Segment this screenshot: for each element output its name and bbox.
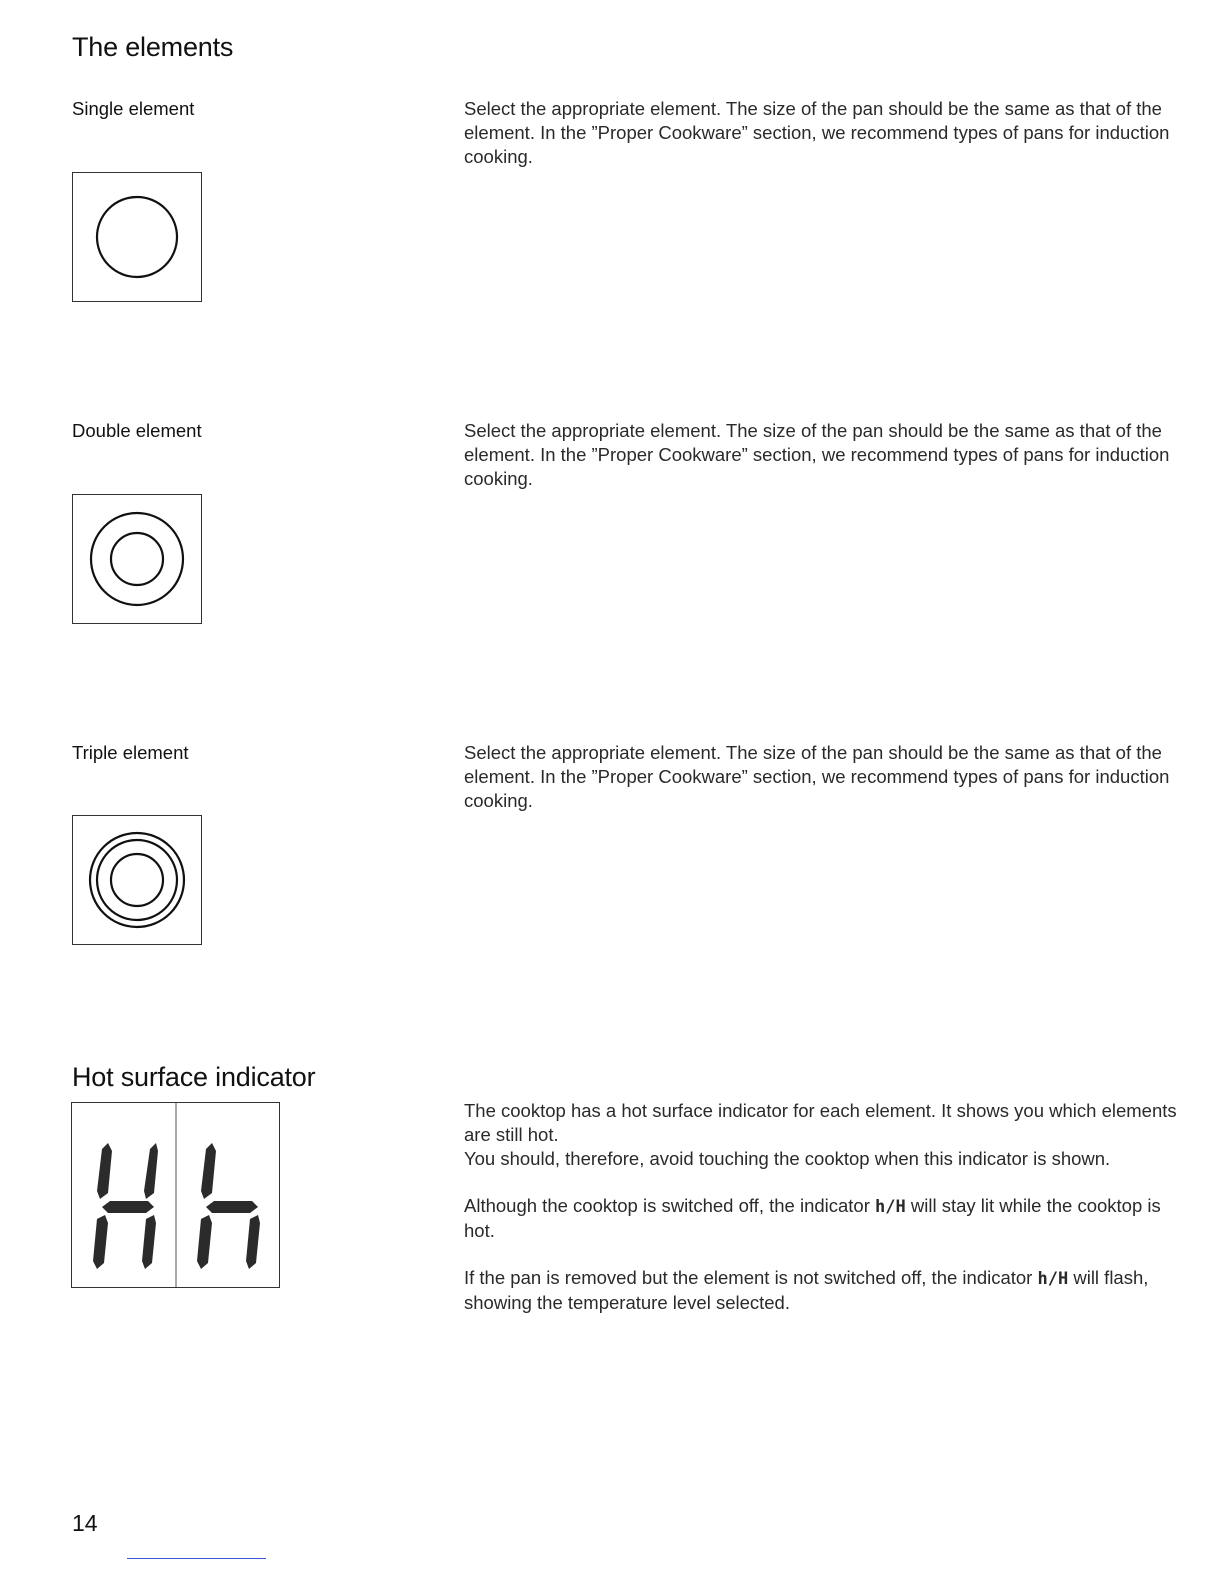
hot-surface-para3	[464, 1266, 1184, 1315]
indicator-symbol: h/H	[1037, 1269, 1069, 1289]
triple-element-description	[464, 741, 1184, 813]
capital-h-segment-icon	[93, 1143, 158, 1269]
hot-surface-para1-line2: You should, therefore, avoid touching the cooktop when this indicator is shown.	[464, 1148, 1111, 1169]
hot-surface-description	[464, 1099, 1184, 1315]
indicator-symbol: h/H	[875, 1197, 906, 1217]
single-element-text: Select the appropriate element. The size of the pan should be the same as that of the element. In the ”Proper Cookware” section, we recommend types of pans for induction cooking.	[464, 98, 1170, 167]
double-ring-icon	[72, 494, 202, 624]
footer-divider	[127, 1558, 266, 1559]
double-element-label: Double element	[72, 420, 202, 441]
hot-surface-title: Hot surface indicator	[72, 1062, 316, 1092]
triple-element-text: Select the appropriate element. The size of the pan should be the same as that of the element. In the ”Proper Cookware” section, we recommend types of pans for induction cooking.	[464, 742, 1170, 811]
hot-surface-para2	[464, 1194, 1184, 1243]
hot-surface-para1-line1: The cooktop has a hot surface indicator for each element. It shows you which elements are still hot.	[464, 1100, 1177, 1145]
lowercase-h-segment-icon	[197, 1143, 260, 1269]
page-title: The elements	[72, 32, 234, 62]
para2-text-before: Although the cooktop is switched off, the indicator	[464, 1195, 876, 1216]
triple-element-label: Triple element	[72, 742, 189, 763]
para2-text-after: will stay lit while the cooktop is hot.	[464, 1195, 1161, 1241]
para3-text-after: will flash, showing the temperature level selected.	[464, 1267, 1149, 1313]
single-element-label: Single element	[72, 98, 195, 119]
single-ring-icon	[72, 172, 202, 302]
triple-ring-icon	[72, 815, 202, 945]
para3-text-before: If the pan is removed but the element is not switched off, the indicator	[464, 1267, 1038, 1288]
double-element-text: Select the appropriate element. The size of the pan should be the same as that of the element. In the ”Proper Cookware” section, we recommend types of pans for induction cooking.	[464, 420, 1170, 489]
seven-segment-display-icon	[71, 1102, 280, 1288]
page-number: 14	[72, 1510, 98, 1536]
double-element-description	[464, 419, 1184, 491]
single-element-description	[464, 97, 1184, 169]
